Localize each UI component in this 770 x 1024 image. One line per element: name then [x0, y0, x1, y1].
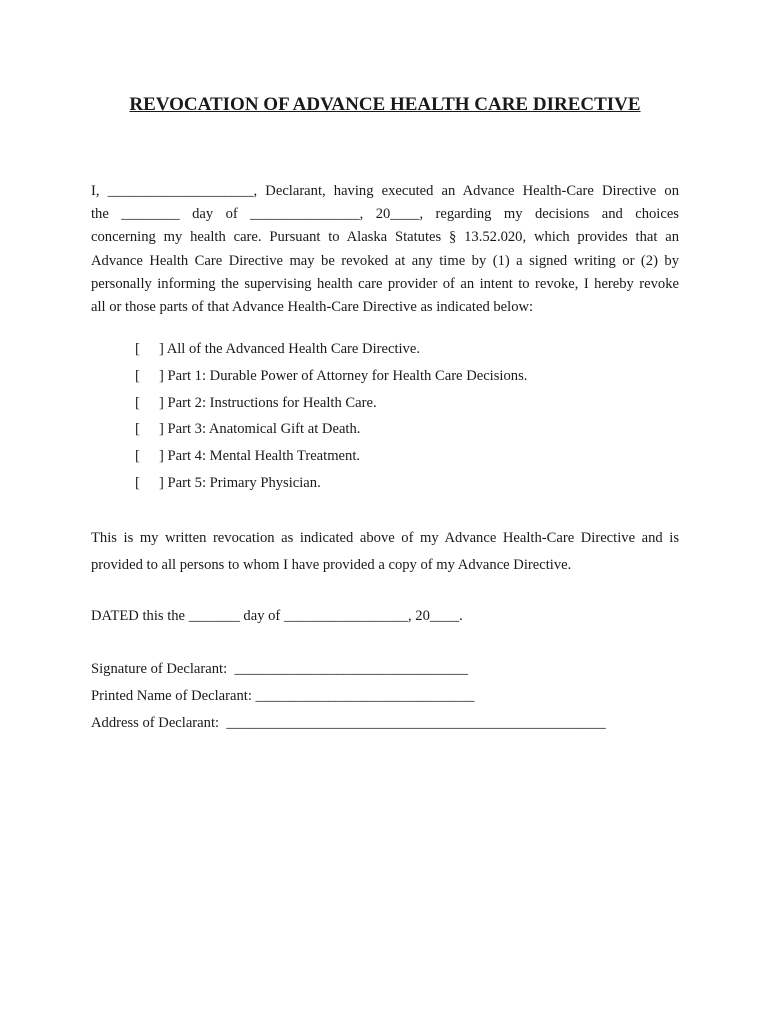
- printed-name-field[interactable]: [91, 685, 606, 712]
- intro-line: Advance Health Care Directive may be revoked at any time by (1) a signed writing or (2) by: [91, 252, 679, 269]
- checklist-item-part-1[interactable]: [135, 365, 527, 392]
- printed-name-label: Printed Name of Declarant:: [91, 688, 252, 704]
- checklist-label: ] All of the Advanced Health Care Directive.: [159, 341, 420, 357]
- intro-line: I, ____________________, Declarant, having executed an Advance Health-Care Directive on: [91, 183, 679, 199]
- checklist-label: ] Part 3: Anatomical Gift at Death.: [159, 421, 361, 438]
- address-label: Address of Declarant:: [91, 715, 220, 731]
- checklist-item-part-5[interactable]: [135, 472, 527, 499]
- intro-line: personally informing the supervising health care provider of an intent to revoke, I hereby revoke: [91, 275, 679, 292]
- statement-line: This is my written revocation as indicated above of my Advance Health-Care Directive and is: [91, 530, 679, 546]
- checklist-label: ] Part 4: Mental Health Treatment.: [159, 448, 361, 465]
- dated-line[interactable]: DATED this the _______ day of _________________, 20____.: [91, 608, 463, 624]
- checkbox-bracket: [: [135, 421, 140, 438]
- checklist-item-part-3[interactable]: [135, 418, 527, 445]
- checkbox-bracket: [: [135, 448, 140, 465]
- intro-line: the ________ day of _______________, 20____, regarding my decisions and choices: [91, 206, 679, 223]
- signature-label: Signature of Declarant:: [91, 661, 228, 677]
- checklist-label: ] Part 1: Durable Power of Attorney for Health Care Decisions.: [159, 367, 528, 384]
- statement-line: provided to all persons to whom I have provided a copy of my Advance Directive.: [91, 557, 572, 573]
- document-title: REVOCATION OF ADVANCE HEALTH CARE DIRECTIVE: [129, 94, 641, 115]
- checkbox-bracket: [: [135, 394, 140, 411]
- signature-blank[interactable]: ________________________________: [234, 661, 468, 677]
- intro-line: concerning my health care. Pursuant to Alaska Statutes § 13.52.020, which provides that an: [91, 229, 679, 246]
- checkbox-bracket: [: [135, 341, 140, 357]
- checklist-item-part-4[interactable]: [135, 445, 527, 472]
- checklist-label: ] Part 2: Instructions for Health Care.: [159, 394, 377, 411]
- checkbox-bracket: [: [135, 367, 140, 384]
- checklist-item-all[interactable]: [135, 338, 527, 365]
- signature-block: [91, 658, 606, 739]
- checkbox-bracket: [: [135, 474, 140, 491]
- revocation-checklist: [135, 338, 527, 499]
- address-field[interactable]: [91, 712, 606, 739]
- address-blank[interactable]: ____________________________________________________: [226, 715, 606, 731]
- signature-field[interactable]: [91, 658, 606, 685]
- intro-line: all or those parts of that Advance Health-Care Directive as indicated below:: [91, 299, 534, 316]
- checklist-label: ] Part 5: Primary Physician.: [159, 474, 321, 491]
- checklist-item-part-2[interactable]: [135, 392, 527, 419]
- intro-paragraph: [91, 180, 679, 319]
- revocation-statement: [91, 525, 679, 579]
- printed-name-blank[interactable]: ______________________________: [255, 688, 475, 704]
